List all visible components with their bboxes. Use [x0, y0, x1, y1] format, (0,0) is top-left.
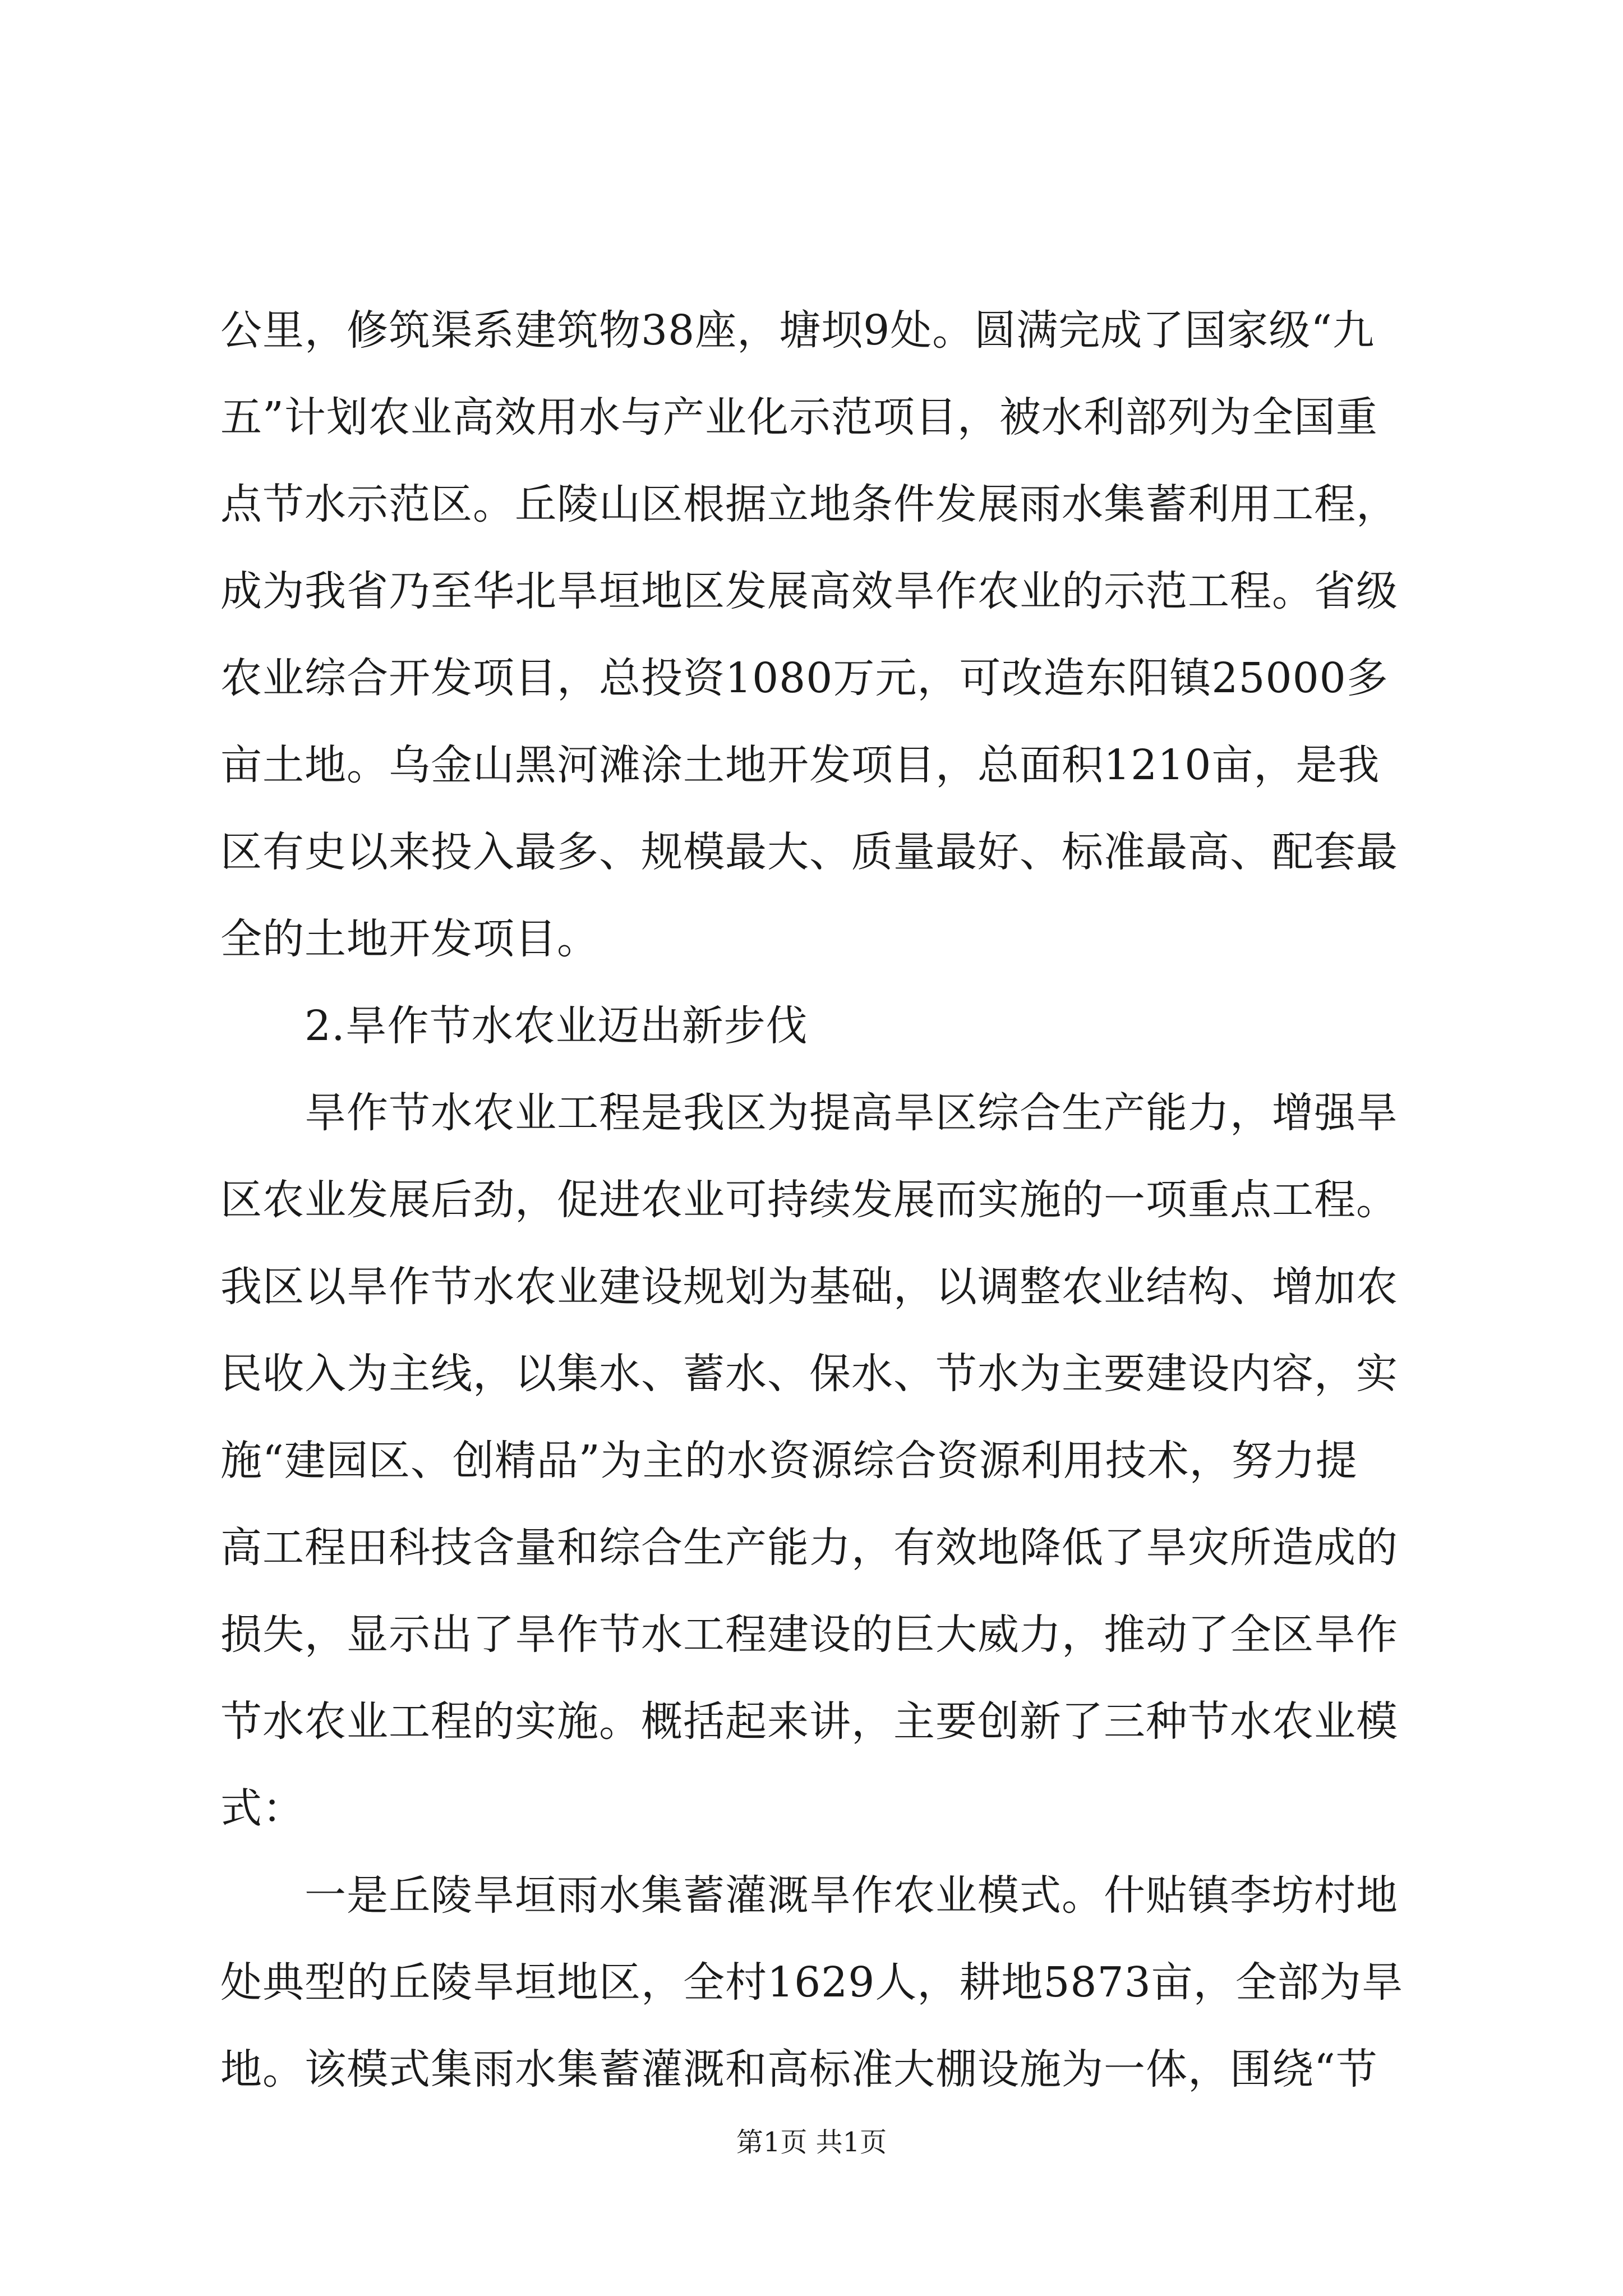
text-line: 地。该模式集雨水集蓄灌溉和高标准大棚设施为一体，围绕“节 — [220, 2045, 1378, 2093]
text-line: 旱作节水农业工程是我区为提高旱区综合生产能力，增强旱 — [220, 1089, 1398, 1137]
text-line: 亩土地。乌金山黑河滩涂土地开发项目，总面积1210亩，是我 — [220, 741, 1380, 789]
text-line: 民收入为主线，以集水、蓄水、保水、节水为主要建设内容，实 — [220, 1350, 1398, 1398]
text-line: 成为我省乃至华北旱垣地区发展高效旱作农业的示范工程。省级 — [220, 567, 1398, 615]
text-line: 处典型的丘陵旱垣地区，全村1629人，耕地5873亩，全部为旱 — [220, 1958, 1404, 2007]
text-line: 点节水示范区。丘陵山区根据立地条件发展雨水集蓄利用工程， — [220, 480, 1398, 528]
page-footer: 第1页 共1页 — [736, 2127, 887, 2158]
text-line: 农业综合开发项目，总投资1080万元，可改造东阳镇25000多 — [220, 654, 1389, 702]
section-heading: 2.旱作节水农业迈出新步伐 — [220, 1002, 808, 1050]
document-body — [220, 287, 1426, 2113]
text-line: 施“建园区、创精品”为主的水资源综合资源利用技术，努力提 — [220, 1437, 1358, 1485]
text-line: 高工程田科技含量和综合生产能力，有效地降低了旱灾所造成的 — [220, 1524, 1398, 1572]
text-line: 区有史以来投入最多、规模最大、质量最好、标准最高、配套最 — [220, 828, 1398, 876]
text-line: 区农业发展后劲，促进农业可持续发展而实施的一项重点工程。 — [220, 1176, 1398, 1224]
text-line: 一是丘陵旱垣雨水集蓄灌溉旱作农业模式。什贴镇李坊村地 — [220, 1871, 1398, 1920]
text-line: 节水农业工程的实施。概括起来讲，主要创新了三种节水农业模 — [220, 1697, 1398, 1746]
text-line: 我区以旱作节水农业建设规划为基础，以调整农业结构、增加农 — [220, 1263, 1398, 1311]
text-line: 损失，显示出了旱作节水工程建设的巨大威力，推动了全区旱作 — [220, 1611, 1398, 1659]
text-line: 公里，修筑渠系建筑物38座，塘坝9处。圆满完成了国家级“九 — [220, 306, 1375, 355]
text-line: 五”计划农业高效用水与产业化示范项目，被水利部列为全国重 — [220, 393, 1378, 441]
text-line: 全的土地开发项目。 — [220, 915, 599, 963]
text-line: 式： — [220, 1784, 305, 1833]
